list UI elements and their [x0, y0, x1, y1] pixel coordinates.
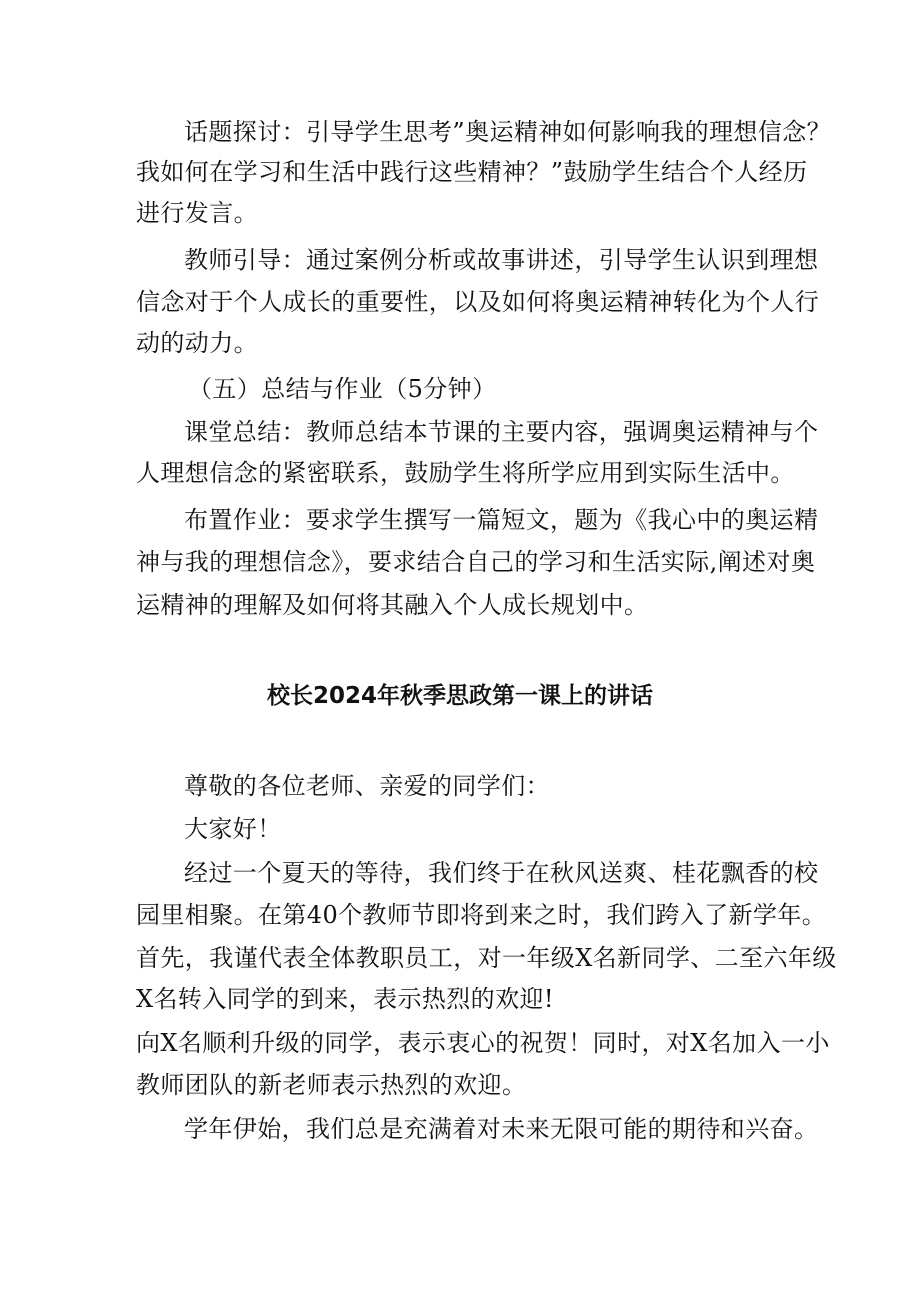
- speech-title: 校长2024年秋季思政第一课上的讲话: [266, 683, 653, 709]
- teacher-line-3: 动的动力。: [136, 329, 258, 357]
- speech-para2-line-2: 教师团队的新老师表示热烈的欢迎。: [136, 1071, 527, 1099]
- homework-line-3: 运精神的理解及如何将其融入个人成长规划中。: [136, 591, 649, 619]
- speech-para2-line-1: 向X名顺利升级的同学，表示衷心的祝贺！同时，对X名加入一小: [136, 1029, 830, 1057]
- section-five-heading: （五）总结与作业（5分钟）: [188, 375, 497, 403]
- homework-line-1: 布置作业：要求学生撰写一篇短文，题为《我心中的奥运精: [184, 506, 819, 534]
- speech-para1-line-2: 园里相聚。在第40个教师节即将到来之时，我们跨入了新学年。: [136, 901, 827, 929]
- teacher-line-1: 教师引导：通过案例分析或故事讲述，引导学生认识到理想: [184, 246, 819, 274]
- topic-line-3: 进行发言。: [136, 199, 258, 227]
- summary-line-1: 课堂总结：教师总结本节课的主要内容，强调奥运精神与个: [184, 418, 819, 446]
- summary-line-2: 人理想信念的紧密联系，鼓励学生将所学应用到实际生活中。: [136, 459, 795, 487]
- speech-greeting: 大家好！: [184, 815, 282, 843]
- speech-para1-line-4: X名转入同学的到来，表示热烈的欢迎!: [136, 985, 554, 1013]
- topic-line-2: 我如何在学习和生活中践行这些精神？”鼓励学生结合个人经历: [136, 158, 808, 186]
- homework-line-2: 神与我的理想信念》，要求结合自己的学习和生活实际,阐述对奥: [136, 548, 816, 576]
- teacher-line-2: 信念对于个人成长的重要性，以及如何将奥运精神转化为个人行: [136, 288, 820, 316]
- speech-para3-line-1: 学年伊始，我们总是充满着对未来无限可能的期待和兴奋。: [184, 1115, 819, 1143]
- speech-para1-line-3: 首先，我谨代表全体教职员工，对一年级X名新同学、二至六年级: [136, 944, 837, 972]
- speech-para1-line-1: 经过一个夏天的等待，我们终于在秋风送爽、桂花飘香的校: [184, 859, 819, 887]
- topic-line-1: 话题探讨：引导学生思考”奥运精神如何影响我的理想信念？: [184, 118, 832, 146]
- speech-salutation: 尊敬的各位老师、亲爱的同学们：: [184, 772, 550, 800]
